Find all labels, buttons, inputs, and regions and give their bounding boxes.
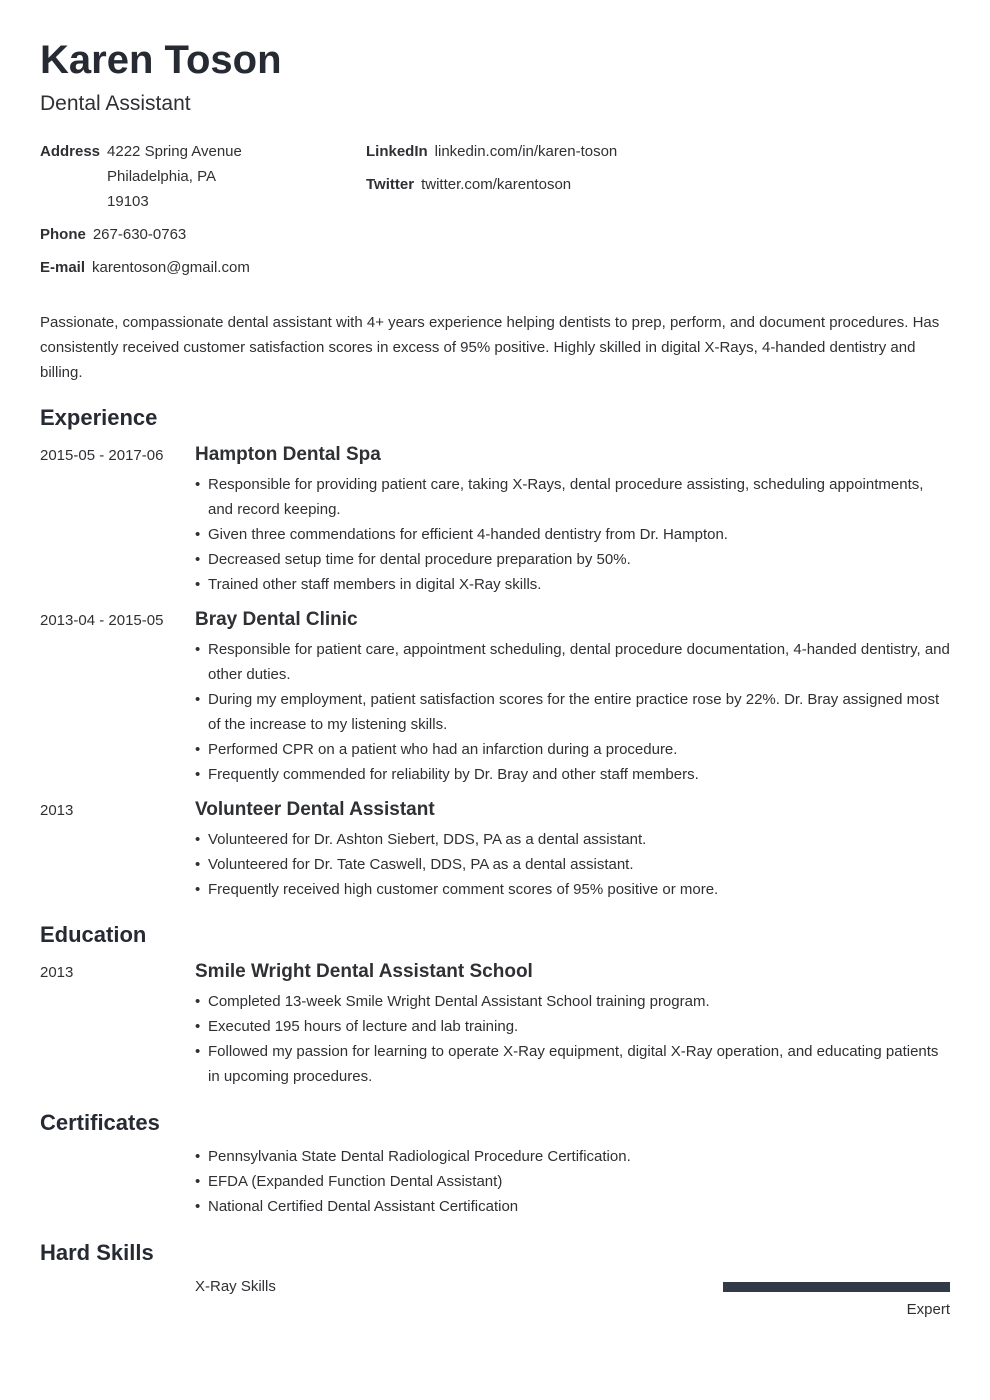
phone-label: Phone <box>40 226 86 243</box>
entry-bullets <box>195 827 950 902</box>
twitter-row <box>366 172 571 197</box>
skill-level-bar <box>723 1282 950 1292</box>
bullet-item: • Volunteered for Dr. Ashton Siebert, DDS, PA as a dental assistant. <box>195 827 950 852</box>
certificate-item: • Pennsylvania State Dental Radiological Procedure Certification. <box>195 1144 950 1169</box>
entry-date: 2013 <box>40 802 74 819</box>
certificate-item: • National Certified Dental Assistant Certification <box>195 1194 950 1219</box>
email-value[interactable]: karentoson@gmail.com <box>92 259 250 276</box>
email-row <box>40 255 250 280</box>
section-title-education: Education <box>40 922 147 947</box>
section-title-certificates: Certificates <box>40 1110 160 1135</box>
entry-heading: Smile Wright Dental Assistant School <box>195 961 533 982</box>
bullet-item: • Trained other staff members in digital X-Ray skills. <box>195 572 950 597</box>
candidate-title: Dental Assistant <box>40 92 191 115</box>
skill-level-fill <box>723 1282 950 1292</box>
candidate-name: Karen Toson <box>40 38 282 82</box>
profile-summary: Passionate, compassionate dental assistant with 4+ years experience helping dentists to prep, perform, and document procedures. Has consistently received customer satisfaction scores in excess of 95% positive. Highly skilled in digital X-Rays, 4-handed dentistry and billing. <box>40 314 940 381</box>
phone-row <box>40 222 186 247</box>
skill-level-label: Expert <box>906 1301 950 1318</box>
twitter-label: Twitter <box>366 176 415 193</box>
bullet-item: • Responsible for providing patient care, taking X-Rays, dental procedure assisting, scheduling appointments, and record keeping. <box>195 472 950 522</box>
bullet-item: • Followed my passion for learning to operate X-Ray equipment, digital X-Ray operation, and educating patients in upcoming procedures. <box>195 1039 950 1089</box>
certificates-list <box>195 1144 950 1219</box>
bullet-item: • Frequently commended for reliability by Dr. Bray and other staff members. <box>195 762 950 787</box>
entry-bullets <box>195 637 950 787</box>
entry-bullets <box>195 989 950 1089</box>
address-row <box>40 139 242 214</box>
entry-date: 2013-04 - 2015-05 <box>40 612 164 629</box>
entry-date: 2015-05 - 2017-06 <box>40 447 164 464</box>
certificate-item: • EFDA (Expanded Function Dental Assistant) <box>195 1169 950 1194</box>
skill-name: X-Ray Skills <box>195 1278 276 1295</box>
address-line: Philadelphia, PA <box>107 168 216 185</box>
entry-bullets <box>195 472 950 597</box>
bullet-item: • Frequently received high customer comment scores of 95% positive or more. <box>195 877 950 902</box>
bullet-item: • During my employment, patient satisfaction scores for the entire practice rose by 22%. Dr. Bray assigned most of the increase to my listening skills. <box>195 687 950 737</box>
linkedin-link[interactable]: linkedin.com/in/karen-toson <box>434 143 618 160</box>
bullet-item: • Volunteered for Dr. Tate Caswell, DDS, PA as a dental assistant. <box>195 852 950 877</box>
section-title-hard-skills: Hard Skills <box>40 1240 154 1265</box>
bullet-item: • Performed CPR on a patient who had an infarction during a procedure. <box>195 737 950 762</box>
address-line: 19103 <box>107 193 149 210</box>
section-title-experience: Experience <box>40 405 158 430</box>
address-line: 4222 Spring Avenue <box>107 143 242 160</box>
entry-heading: Bray Dental Clinic <box>195 609 358 630</box>
entry-date: 2013 <box>40 964 74 981</box>
entry-heading: Hampton Dental Spa <box>195 444 381 465</box>
bullet-item: • Responsible for patient care, appointment scheduling, dental procedure documentation, 4-handed dentistry, and other duties. <box>195 637 950 687</box>
bullet-item: • Given three commendations for efficient 4-handed dentistry from Dr. Hampton. <box>195 522 950 547</box>
bullet-item: • Decreased setup time for dental procedure preparation by 50%. <box>195 547 950 572</box>
bullet-item: • Executed 195 hours of lecture and lab training. <box>195 1014 950 1039</box>
linkedin-row <box>366 139 617 164</box>
address-value <box>107 139 242 214</box>
linkedin-label: LinkedIn <box>366 143 428 160</box>
address-label: Address <box>40 143 101 160</box>
email-label: E-mail <box>40 259 86 276</box>
twitter-link[interactable]: twitter.com/karentoson <box>421 176 572 193</box>
bullet-item: • Completed 13-week Smile Wright Dental Assistant School training program. <box>195 989 950 1014</box>
entry-heading: Volunteer Dental Assistant <box>195 799 435 820</box>
phone-value: 267-630-0763 <box>92 226 187 243</box>
